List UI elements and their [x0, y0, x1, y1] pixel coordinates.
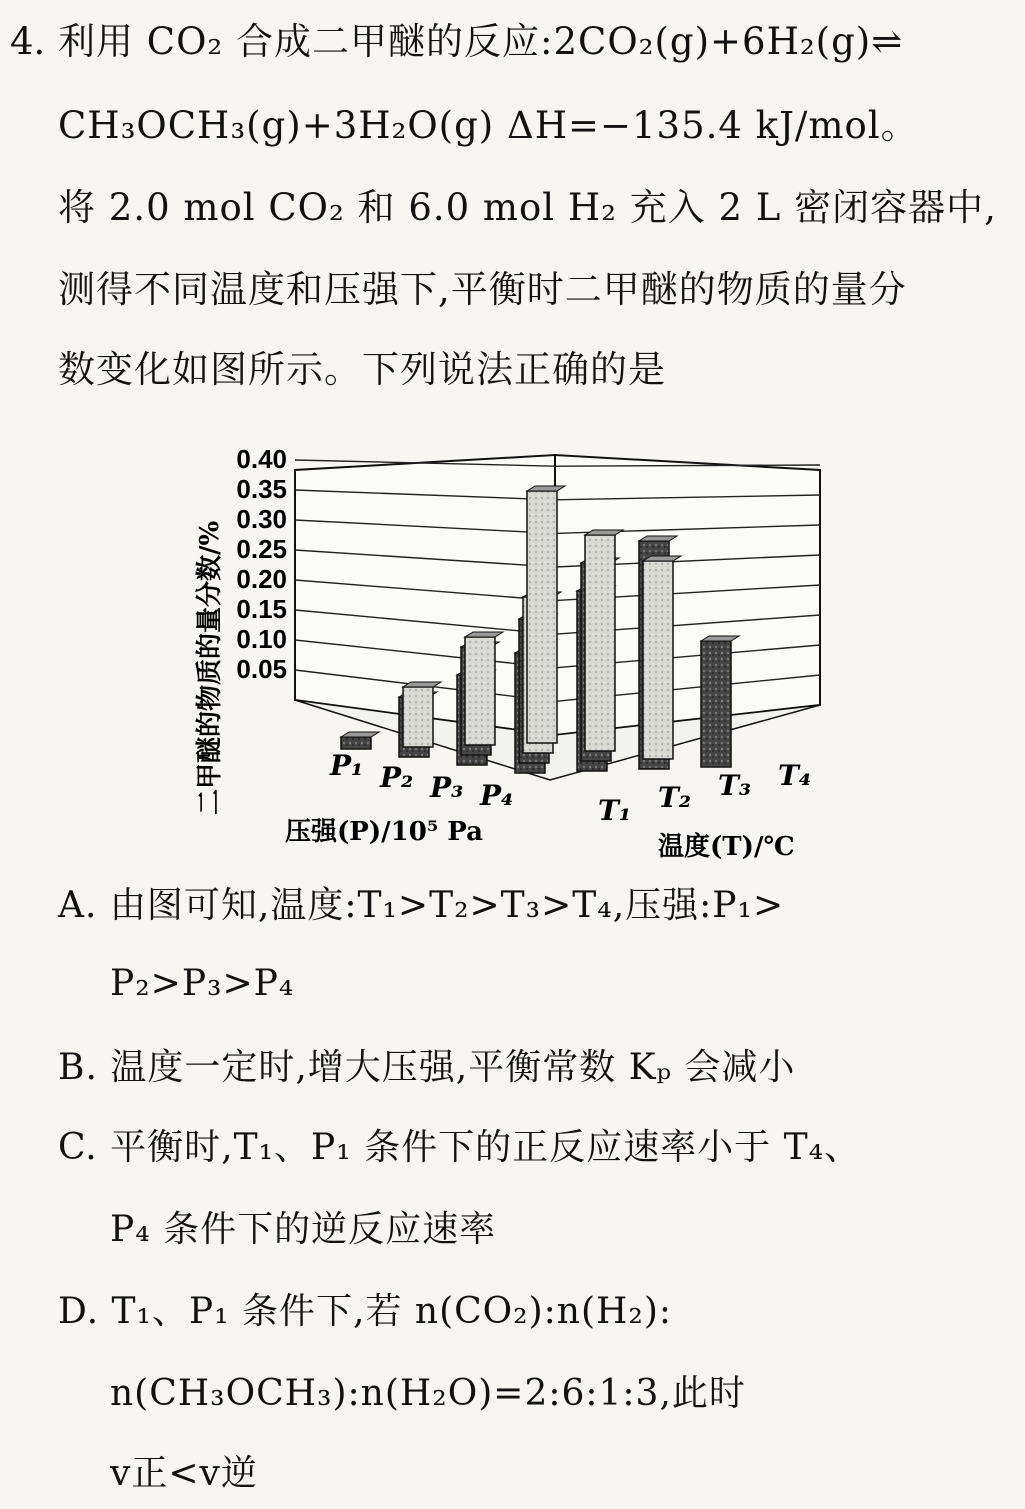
- question-line-1: 利用 CO₂ 合成二甲醚的反应:2CO₂(g)+6H₂(g)⇌: [58, 20, 904, 63]
- bar-front: [465, 637, 495, 745]
- temperature-tick-label: T₄: [778, 759, 812, 792]
- dimethyl-ether-3d-bar-chart: [180, 435, 840, 875]
- bar-front: [527, 491, 557, 743]
- bar-front: [701, 641, 731, 767]
- y-tick-label: 0.15: [236, 594, 287, 624]
- pressure-tick-label: P₂: [380, 761, 414, 794]
- pressure-axis-label: 压强(P)/10⁵ Pa: [285, 817, 483, 847]
- temperature-tick-label: T₁: [598, 794, 632, 827]
- question-line-2: CH₃OCH₃(g)+3H₂O(g) ΔH=−135.4 kJ/mol。: [58, 104, 919, 147]
- option-c-line-2: P₄ 条件下的逆反应速率: [110, 1209, 497, 1250]
- question-line-5: 数变化如图所示。下列说法正确的是: [58, 348, 666, 391]
- pressure-tick-label: P₁: [330, 749, 364, 782]
- y-tick-label: 0.25: [236, 534, 287, 564]
- option-b: B. 温度一定时,增大压强,平衡常数 Kₚ 会减小: [58, 1047, 796, 1088]
- question-line-4: 测得不同温度和压强下,平衡时二甲醚的物质的量分: [58, 268, 907, 311]
- y-tick-label: 0.35: [236, 474, 287, 504]
- option-c-line-1: C. 平衡时,T₁、P₁ 条件下的正反应速率小于 T₄、: [58, 1127, 862, 1168]
- option-a-line-2: P₂>P₃>P₄: [110, 963, 295, 1004]
- bar-front: [341, 737, 371, 749]
- y-tick-labels: [236, 444, 287, 684]
- temperature-tick-label: T₂: [658, 781, 692, 814]
- bar-front: [585, 535, 615, 751]
- temperature-axis-label: 温度(T)/℃: [658, 832, 795, 862]
- y-tick-label: 0.20: [236, 564, 287, 594]
- option-d-line-1: D. T₁、P₁ 条件下,若 n(CO₂):n(H₂):: [58, 1291, 673, 1332]
- option-a-line-1: A. 由图可知,温度:T₁>T₂>T₃>T₄,压强:P₁>: [58, 885, 785, 926]
- bar-front: [403, 687, 433, 747]
- option-d-line-3: v正<v逆: [110, 1453, 258, 1494]
- y-axis-label: 二甲醚的物质的量分数/%: [195, 520, 225, 815]
- question-line-3: 将 2.0 mol CO₂ 和 6.0 mol H₂ 充入 2 L 密闭容器中,: [58, 186, 997, 229]
- question-number: 4.: [10, 20, 46, 63]
- option-d-line-2: n(CH₃OCH₃):n(H₂O)=2:6:1:3,此时: [110, 1373, 746, 1414]
- bar-top: [341, 732, 379, 737]
- y-tick-label: 0.40: [236, 444, 287, 474]
- temperature-tick-label: T₃: [718, 769, 752, 802]
- pressure-tick-label: P₄: [480, 779, 514, 812]
- bar-P₁-T₁: [341, 732, 379, 749]
- pressure-tick-label: P₃: [430, 771, 464, 804]
- bar-front: [643, 561, 673, 759]
- y-tick-label: 0.05: [236, 654, 287, 684]
- y-tick-label: 0.10: [236, 624, 287, 654]
- y-tick-label: 0.30: [236, 504, 287, 534]
